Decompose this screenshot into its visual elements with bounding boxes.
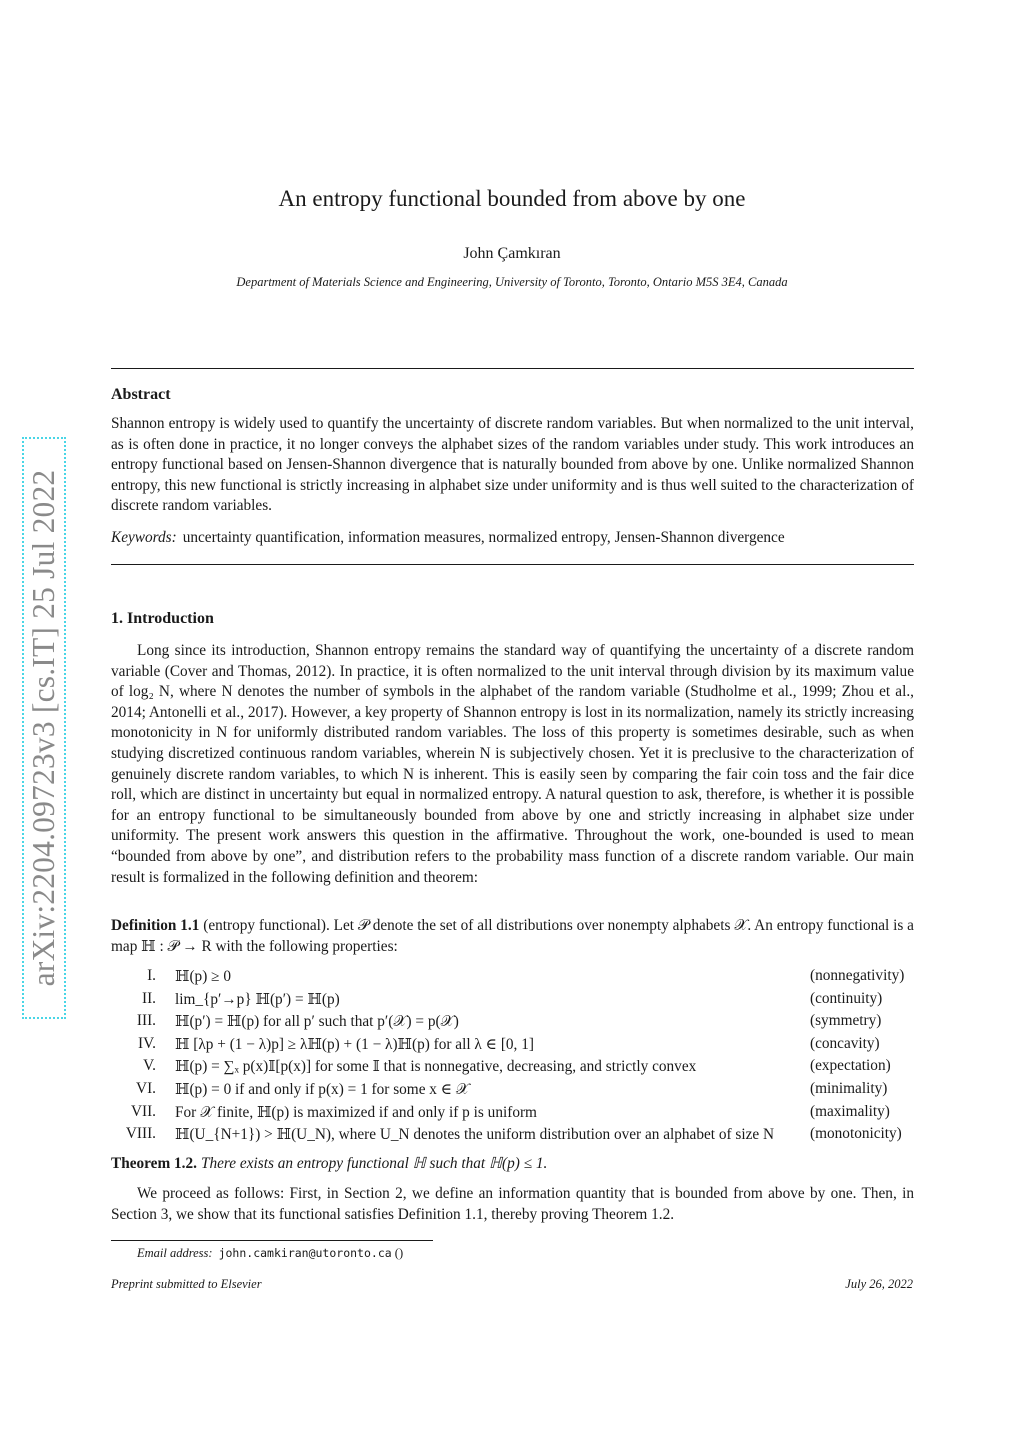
- theorem-label: Theorem 1.2.: [111, 1155, 197, 1172]
- footer-preprint: Preprint submitted to Elsevier: [111, 1277, 262, 1291]
- abstract-heading: Abstract: [111, 386, 171, 403]
- property-number: I.: [147, 967, 156, 984]
- property-number: VIII.: [125, 1125, 156, 1143]
- property-label: (concavity): [810, 1034, 880, 1052]
- definition-text: Let 𝒫 denote the set of all distributions over nonempty alphabets 𝒳. An entropy functional is a map ℍ : 𝒫 → R with the following properties:: [111, 917, 914, 955]
- footnote: [137, 1246, 403, 1261]
- abstract-text: Shannon entropy is widely used to quantify the uncertainty of discrete random variables. But when normalized to the unit interval, as is often done in practice, it no longer conveys the alphabet sizes of the random variables under study. This work introduces an entropy functional based on Jensen-Shannon divergence that is naturally bounded from above by one. Unlike normalized Shannon entropy, this new functional is strictly increasing in alphabet size under uniformity and is thus well suited to the characterization of discrete random variables.: [111, 415, 914, 514]
- definition-block: [111, 916, 914, 957]
- property-label: (minimality): [810, 1079, 888, 1097]
- property-row: [111, 1012, 917, 1035]
- property-number: V.: [143, 1057, 156, 1075]
- definition-label: Definition 1.1: [111, 917, 200, 934]
- abstract-top-rule: [111, 368, 914, 369]
- property-label: (maximality): [810, 1102, 890, 1120]
- property-row: [111, 1057, 917, 1080]
- keywords-line: [111, 529, 914, 547]
- property-number: II.: [141, 989, 156, 1007]
- property-number: III.: [136, 1012, 156, 1030]
- theorem-text: There exists an entropy functional ℍ such that ℍ(p) ≤ 1.: [200, 1155, 548, 1172]
- proceed-paragraph: We proceed as follows: First, in Section 2, we define an information quantity that is bounded from above by one. Then, in Section 3, we show that its functional satisfies Definition 1.1, thereby proving Theorem 1.2.: [111, 1185, 914, 1223]
- affiliation: Department of Materials Science and Engineering, University of Toronto, Toronto, Ontario M5S 3E4, Canada: [236, 275, 788, 289]
- property-list: [111, 967, 917, 1148]
- section-heading-introduction: 1. Introduction: [111, 610, 214, 627]
- footer-date: July 26, 2022: [845, 1277, 913, 1291]
- property-row: [111, 1103, 917, 1126]
- footnote-rule: [111, 1240, 433, 1241]
- theorem-block: [111, 1154, 914, 1173]
- introduction-paragraph: Long since its introduction, Shannon entropy remains the standard way of quantifying the uncertainty of a discrete random variable (Cover and Thomas, 2012). In practice, it is often normalized to the unit interval through division by its maximum value of log₂ N, where N denotes the number of symbols in the alphabet of the random variable (Studholme et al., 1999; Zhou et al., 2014; Antonelli et al., 2017). However, a key property of Shannon entropy is lost in its normalization, namely its strictly increasing monotonicity in N for uniformly distributed random variables. The loss of this property is sometimes desirable, such as when studying discretized continuous random variables, wherein N is subjectively chosen. Yet it is preclusive to the characterization of genuinely discrete random variables, to which N is inherent. This is easily seen by comparing the fair coin toss and the fair dice roll, which are distinct in uncertainty but equal in normalized entropy. A natural question to ask, therefore, is whether it is possible for an entropy functional to be simultaneously bounded from above by one and strictly increasing in alphabet size under uniformity. The present work answers this question in the affirmative. Throughout the work, one-bounded is used to mean “bounded from above by one”, and distribution refers to the probability mass function of a discrete random variable. Our main result is formalized in the following definition and theorem:: [111, 642, 914, 886]
- property-label: (symmetry): [810, 1012, 882, 1030]
- property-label: (continuity): [810, 989, 883, 1007]
- property-statement: lim_{p′→p} ℍ(p′) = ℍ(p): [175, 990, 340, 1008]
- property-statement: ℍ(p) = 0 if and only if p(x) = 1 for some x ∈ 𝒳: [175, 1080, 470, 1098]
- property-statement: ℍ(U_{N+1}) > ℍ(U_N), where U_N denotes the uniform distribution over an alphabet of size N: [175, 1126, 775, 1144]
- paper-title: An entropy functional bounded from above by one: [278, 186, 746, 211]
- property-number: VII.: [130, 1102, 156, 1120]
- footnote-label: Email address:: [137, 1246, 213, 1260]
- property-statement: For 𝒳 finite, ℍ(p) is maximized if and only if p is uniform: [175, 1103, 537, 1121]
- property-statement: ℍ(p) ≥ 0: [175, 968, 231, 985]
- author-name: John Çamkıran: [463, 245, 561, 262]
- property-number: VI.: [136, 1079, 156, 1097]
- definition-name: (entropy functional).: [203, 917, 330, 934]
- property-label: (monotonicity): [810, 1125, 902, 1143]
- property-number: IV.: [138, 1034, 156, 1052]
- abstract-bottom-rule: [111, 564, 914, 565]
- property-label: (expectation): [810, 1057, 891, 1075]
- property-row: [111, 990, 917, 1013]
- keywords-text: uncertainty quantification, information measures, normalized entropy, Jensen-Shannon divergence: [182, 529, 785, 546]
- email-link[interactable]: john.camkiran@utoronto.ca: [218, 1246, 392, 1260]
- property-row: [111, 1080, 917, 1103]
- property-row: [111, 1035, 917, 1058]
- property-statement: ℍ [λp + (1 − λ)p] ≥ λℍ(p) + (1 − λ)ℍ(p) for all λ ∈ [0, 1]: [175, 1035, 534, 1053]
- keywords-label: Keywords:: [111, 529, 177, 546]
- property-row: [111, 967, 917, 990]
- property-row: [111, 1125, 917, 1148]
- property-label: (nonnegativity): [810, 967, 905, 984]
- property-statement: ℍ(p) = ∑ₓ p(x)𝕀[p(x)] for some 𝕀 that is nonnegative, decreasing, and strictly convex: [175, 1058, 697, 1076]
- arxiv-stamp[interactable]: arXiv:2204.09723v3 [cs.IT] 25 Jul 2022: [26, 469, 61, 987]
- footnote-suffix: (): [394, 1246, 404, 1260]
- property-statement: ℍ(p′) = ℍ(p) for all p′ such that p′(𝒳) = p(𝒳): [175, 1013, 459, 1031]
